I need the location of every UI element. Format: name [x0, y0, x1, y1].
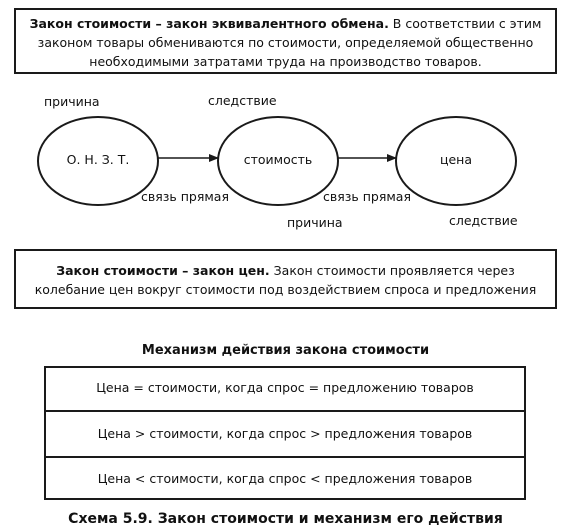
prices-title: Закон стоимости – закон цен. [56, 263, 270, 278]
label-effect-1: следствие [208, 93, 277, 108]
label-link-2: связь прямая [323, 189, 411, 204]
mechanism-divider-1 [46, 410, 524, 412]
mechanism-row-greater: Цена > стоимости, когда спрос > предложения товаров [97, 426, 473, 441]
label-cause-2: причина [287, 215, 343, 230]
ellipse-onzt-label: О. Н. З. Т. [66, 152, 130, 167]
figure-caption: Схема 5.9. Закон стоимости и механизм его действия [68, 511, 503, 527]
ellipse-value-label: стоимость [243, 152, 313, 167]
definition-line-2: законом товары обмениваются по стоимости, определяемой общественно [37, 35, 534, 50]
mechanism-row-less: Цена < стоимости, когда спрос < предложения товаров [97, 471, 473, 486]
definition-line-3: необходимыми затратами труда на производство товаров. [89, 54, 482, 69]
prices-line-1: Закон стоимости – закон цен. Закон стоимости проявляется через [56, 263, 515, 278]
prices-line-2: колебание цен вокруг стоимости под воздействием спроса и предложения [34, 282, 537, 297]
definition-box-prices [14, 249, 557, 309]
mechanism-title: Механизм действия закона стоимости [141, 343, 430, 358]
mechanism-divider-2 [46, 456, 524, 458]
definition-line-1: Закон стоимости – закон эквивалентного обмена. В соответствии с этим [29, 16, 542, 31]
mechanism-row-equal: Цена = стоимости, когда спрос = предложению товаров [96, 380, 474, 395]
label-effect-2: следствие [449, 213, 518, 228]
label-link-1: связь прямая [141, 189, 229, 204]
definition-title: Закон стоимости – закон эквивалентного обмена. [29, 16, 389, 31]
label-cause-1: причина [44, 94, 100, 109]
ellipse-price-label: цена [439, 152, 473, 167]
mechanism-table [44, 366, 526, 500]
